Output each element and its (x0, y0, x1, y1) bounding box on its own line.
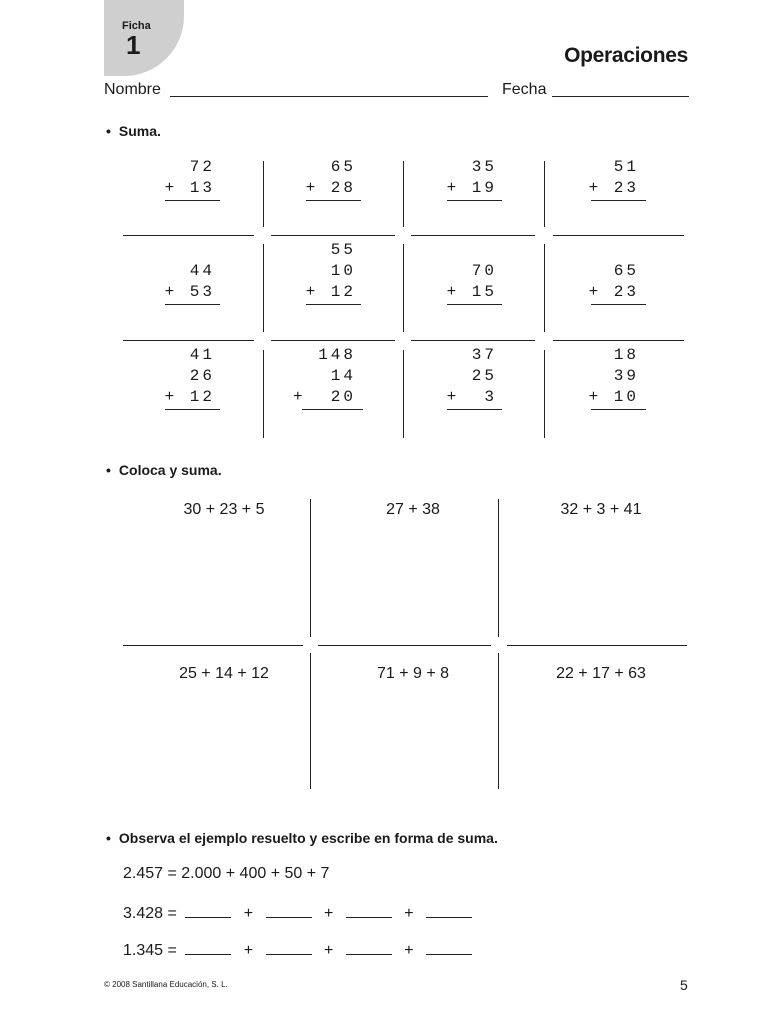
grid-divider (403, 350, 404, 438)
coloca-expression: 22 + 17 + 63 (556, 665, 646, 682)
grid-divider (318, 645, 491, 646)
addend-line: 44 (189, 262, 215, 280)
grid-divider (123, 235, 254, 236)
grid-divider (411, 340, 535, 341)
grid-divider (411, 235, 535, 236)
addend-line: 14 (330, 367, 356, 385)
grid-divider (403, 244, 404, 332)
page-title: Operaciones (564, 44, 688, 67)
grid-divider (271, 235, 395, 236)
plus-sign: + (404, 905, 414, 922)
copyright: © 2008 Santillana Educación, S. L. (104, 980, 228, 989)
sum-underline (165, 200, 220, 201)
addend-line: + 53 (164, 283, 215, 301)
sum-underline (591, 409, 646, 410)
sum-underline (302, 409, 363, 410)
exercise-label: 1.345 = (123, 942, 177, 959)
coloca-expression: 27 + 38 (386, 501, 440, 518)
addend-line: 148 (318, 346, 356, 364)
addend-line: + 19 (446, 179, 497, 197)
grid-divider (507, 645, 687, 646)
page-number: 5 (680, 977, 688, 993)
exercise-row (123, 903, 472, 923)
addend-line: 26 (189, 367, 215, 385)
section-heading-suma: • Suma. (106, 123, 161, 139)
coloca-expression: 71 + 9 + 8 (376, 665, 450, 682)
addend-line: 55 (330, 241, 356, 259)
answer-blank[interactable] (266, 940, 312, 955)
grid-divider (544, 244, 545, 332)
addend-line: 10 (330, 262, 356, 280)
plus-sign: + (243, 905, 254, 922)
answer-blank[interactable] (346, 903, 392, 918)
plus-sign: + (323, 905, 334, 922)
coloca-expression: 32 + 3 + 41 (560, 501, 642, 518)
addend-line: 70 (471, 262, 497, 280)
addend-line: + 10 (588, 388, 639, 406)
grid-divider (310, 499, 311, 637)
example-equation: 2.457 = 2.000 + 400 + 50 + 7 (123, 865, 330, 882)
ficha-label: Ficha (122, 20, 151, 32)
addend-line: + 23 (588, 179, 639, 197)
addend-line: + 3 (446, 388, 497, 406)
coloca-expression: 25 + 14 + 12 (179, 665, 269, 682)
addend-line: + 20 (292, 388, 356, 406)
sum-underline (591, 200, 646, 201)
sum-underline (447, 200, 502, 201)
coloca-expression: 30 + 23 + 5 (183, 501, 265, 518)
grid-divider (123, 340, 254, 341)
grid-divider (553, 340, 684, 341)
exercise-label: 3.428 = (123, 905, 177, 922)
ficha-tab (104, 0, 184, 76)
grid-divider (123, 645, 303, 646)
addend-line: 37 (471, 346, 497, 364)
fecha-field[interactable] (552, 96, 689, 97)
grid-divider (553, 235, 684, 236)
exercise-row (123, 940, 472, 960)
sum-underline (591, 304, 646, 305)
grid-divider (403, 161, 404, 227)
section-heading-observa: • Observa el ejemplo resuelto y escribe en forma de suma. (106, 830, 498, 846)
plus-sign: + (404, 942, 414, 959)
grid-divider (263, 244, 264, 332)
addend-line: 65 (330, 158, 356, 176)
plus-sign: + (243, 942, 254, 959)
answer-blank[interactable] (185, 903, 231, 918)
addend-line: + 28 (305, 179, 356, 197)
grid-divider (498, 499, 499, 637)
nombre-label: Nombre (104, 81, 161, 98)
addend-line: 39 (613, 367, 639, 385)
addend-line: 18 (613, 346, 639, 364)
fecha-label: Fecha (502, 81, 547, 98)
addend-line: 25 (471, 367, 497, 385)
grid-divider (271, 340, 395, 341)
grid-divider (498, 653, 499, 789)
sum-underline (306, 304, 361, 305)
addend-line: 35 (471, 158, 497, 176)
answer-blank[interactable] (426, 903, 472, 918)
nombre-field[interactable] (170, 96, 488, 97)
addend-line: 41 (189, 346, 215, 364)
addend-line: + 15 (446, 283, 497, 301)
addend-line: + 12 (164, 388, 215, 406)
sum-underline (165, 409, 220, 410)
addend-line: + 12 (305, 283, 356, 301)
answer-blank[interactable] (185, 940, 231, 955)
addend-line: 72 (189, 158, 215, 176)
section-heading-coloca: • Coloca y suma. (106, 462, 222, 478)
addend-line: + 13 (164, 179, 215, 197)
sum-underline (165, 304, 220, 305)
sum-underline (306, 200, 361, 201)
sum-underline (447, 304, 502, 305)
addend-line: 65 (613, 262, 639, 280)
grid-divider (263, 350, 264, 438)
answer-blank[interactable] (266, 903, 312, 918)
plus-sign: + (323, 942, 334, 959)
addend-line: + 23 (588, 283, 639, 301)
sum-underline (447, 409, 502, 410)
grid-divider (544, 350, 545, 438)
answer-blank[interactable] (426, 940, 472, 955)
addend-line: 51 (613, 158, 639, 176)
grid-divider (310, 653, 311, 789)
ficha-number: 1 (126, 30, 141, 60)
answer-blank[interactable] (346, 940, 392, 955)
grid-divider (263, 161, 264, 227)
grid-divider (544, 161, 545, 227)
